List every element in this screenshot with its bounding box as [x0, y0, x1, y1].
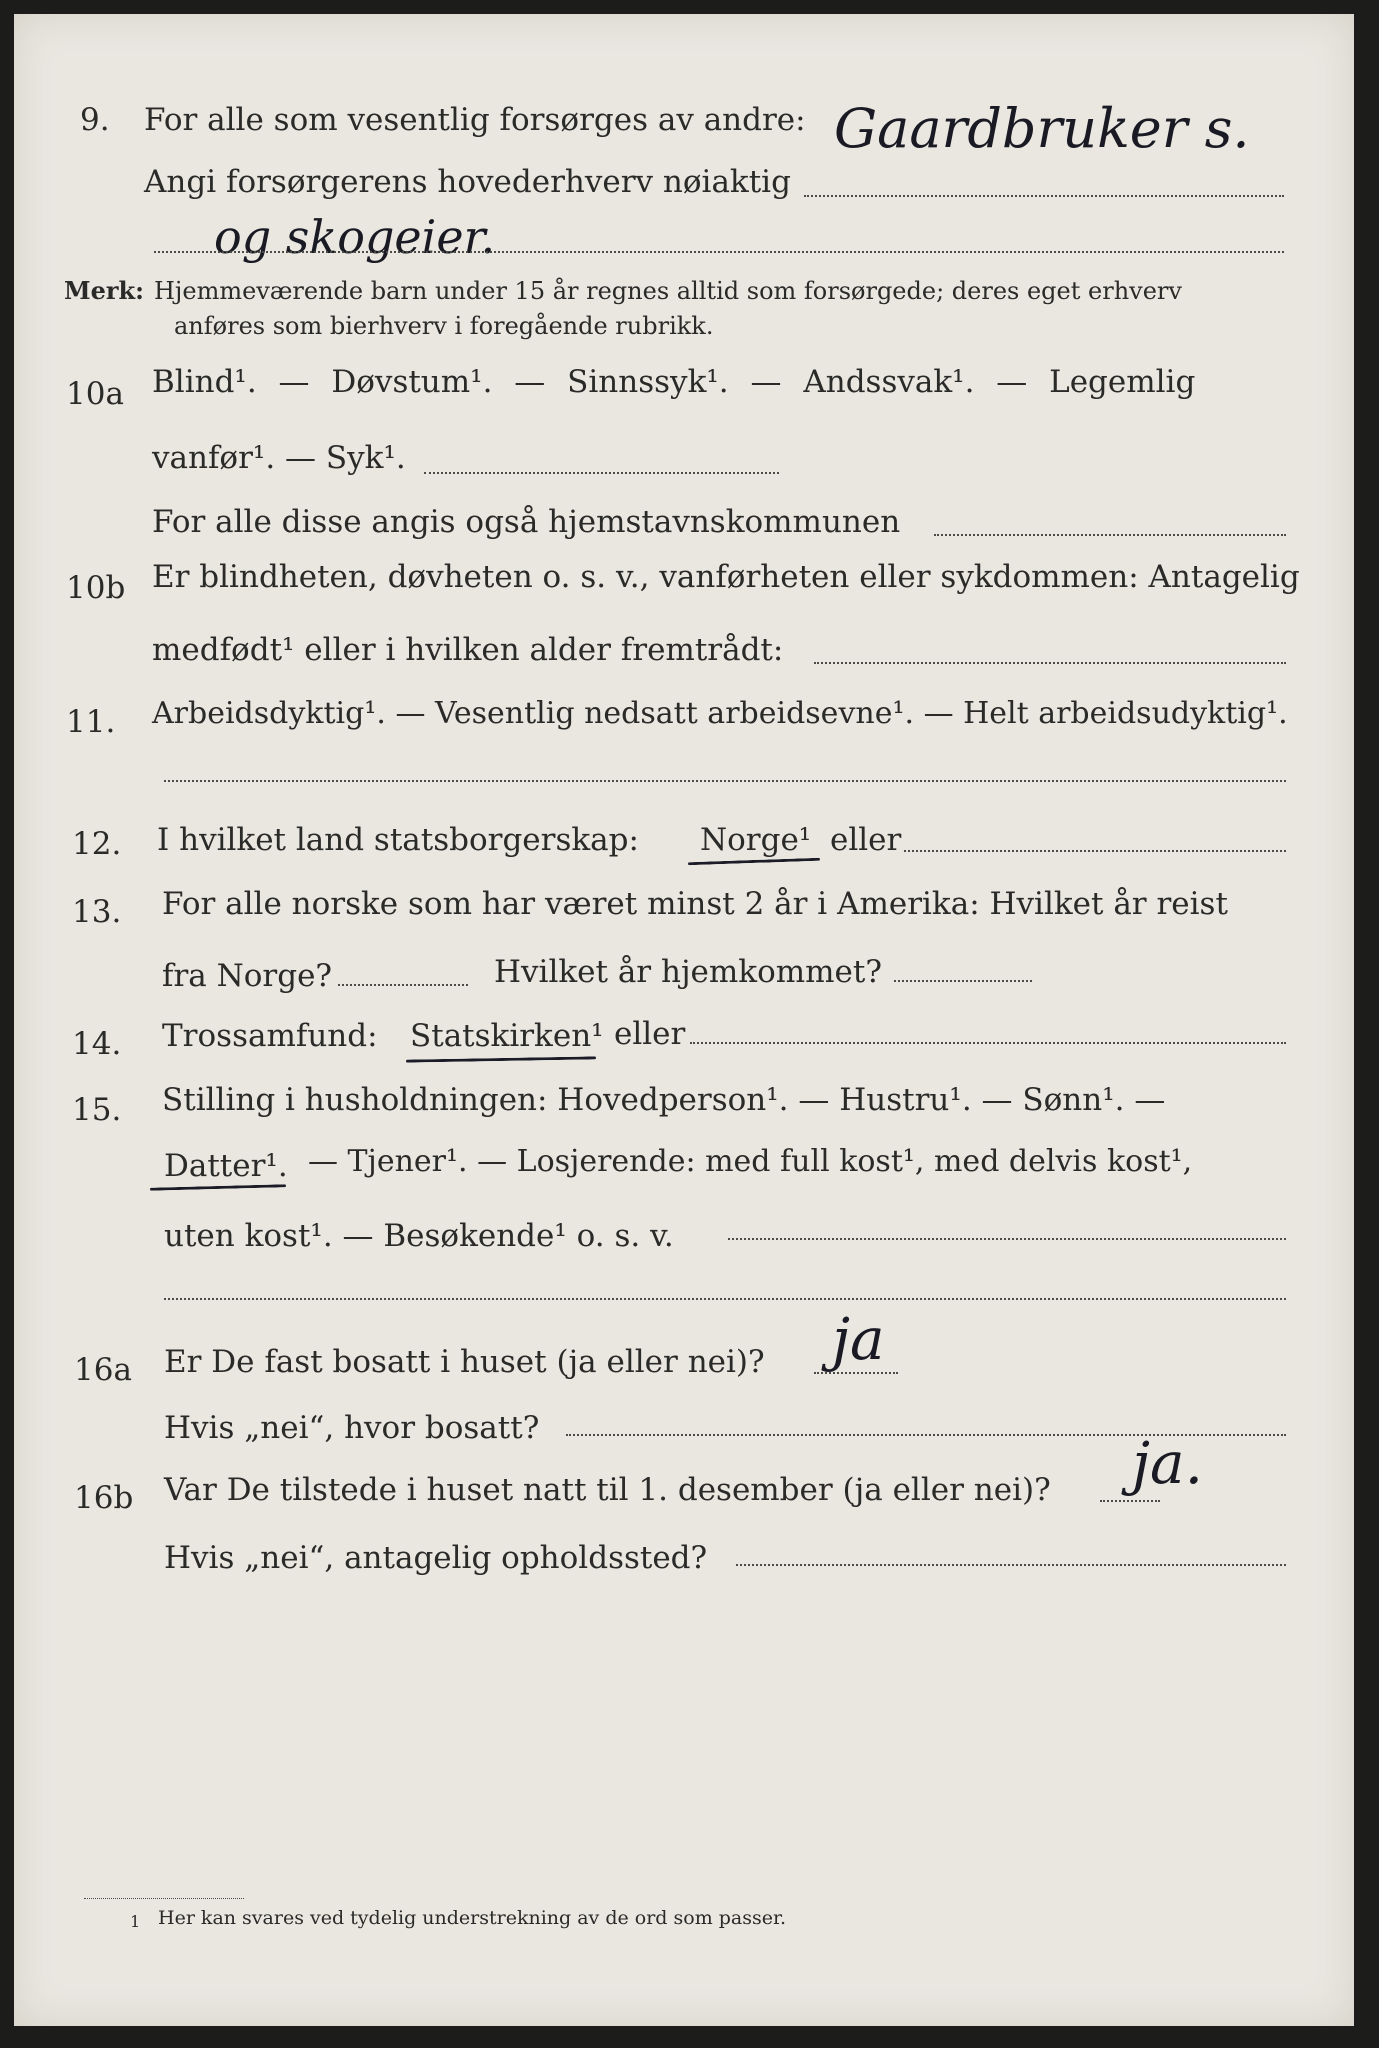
merk-line1: Hjemmeværende barn under 15 år regnes alltid som forsørgede; deres eget erhverv: [154, 277, 1182, 305]
q14-answer-line: [690, 1042, 1286, 1044]
q10b-number: 10b: [66, 570, 126, 606]
q13-hjemkommet-answer-line: [894, 980, 1032, 982]
q15-line1: Stilling i husholdningen: Hovedperson¹. — Hustru¹. — Sønn¹. —: [162, 1082, 1166, 1118]
q9-handwritten-answer-2: og skogeier.: [214, 210, 496, 264]
q11-answer-line: [164, 780, 1286, 782]
q10a-line2: vanfør¹. — Syk¹.: [152, 440, 406, 476]
footnote-mark: 1: [130, 1912, 141, 1931]
q10b-answer-line: [814, 662, 1286, 664]
q10a-line1: Blind¹. — Døvstum¹. — Sinnssyk¹. — Andssvak¹. — Legemlig: [152, 364, 1196, 400]
q15-datter-underline: [150, 1184, 286, 1191]
q14-prefix: Trossamfund:: [162, 1018, 378, 1054]
q16b-line2: Hvis „nei“, antagelig opholdssted?: [164, 1540, 708, 1576]
q16a-line2: Hvis „nei“, hvor bosatt?: [164, 1410, 540, 1446]
q9-line2: Angi forsørgerens hovederhverv nøiaktig: [144, 164, 791, 200]
q9-line1: For alle som vesentlig forsørges av andre:: [144, 102, 806, 138]
q16a-handwritten-answer: ja: [832, 1305, 885, 1373]
q16b-opholdssted-answer-line: [736, 1564, 1286, 1566]
q15-number: 15.: [72, 1092, 122, 1128]
q15-line3: uten kost¹. — Besøkende¹ o. s. v.: [164, 1218, 674, 1254]
q9-handwritten-answer-1: Gaardbruker s.: [834, 97, 1250, 160]
q14-number: 14.: [72, 1026, 122, 1062]
q16b-handwritten-answer: ja.: [1132, 1429, 1203, 1497]
q16a-number: 16a: [74, 1352, 132, 1388]
q10a-hjemstavn-answer-line: [934, 534, 1286, 536]
q9-number: 9.: [80, 102, 110, 138]
q10b-line1: Er blindheten, døvheten o. s. v., vanførheten eller sykdommen: Antagelig: [152, 559, 1300, 595]
footnote-separator: [84, 1898, 244, 1899]
q16b-line1: Var De tilstede i huset natt til 1. desember (ja eller nei)?: [164, 1472, 1051, 1508]
q13-reist-answer-line: [338, 984, 468, 986]
q10a-syk-answer-line: [424, 472, 779, 474]
q15-answer-line-1: [728, 1238, 1286, 1240]
q13-number: 13.: [72, 894, 122, 930]
q13-line1: For alle norske som har været minst 2 år i Amerika: Hvilket år reist: [162, 886, 1228, 922]
q9-answer-line-1: [804, 195, 1284, 197]
q9-answer-line-2: [154, 251, 1284, 253]
q10a-line3: For alle disse angis også hjemstavnskommunen: [152, 504, 901, 540]
q12-prefix: I hvilket land statsborgerskap:: [157, 822, 639, 858]
footnote-text: Her kan svares ved tydelig understrekning av de ord som passer.: [158, 1907, 787, 1929]
q16b-number: 16b: [74, 1480, 134, 1516]
q16b-answer-line: [1100, 1500, 1160, 1502]
q14-suffix: eller: [614, 1016, 686, 1052]
merk-line2: anføres som bierhverv i foregående rubrikk.: [174, 312, 714, 340]
q10b-line2: medfødt¹ eller i hvilken alder fremtrådt:: [152, 632, 784, 668]
merk-label: Merk:: [64, 276, 144, 305]
q15-answer-line-2: [164, 1298, 1286, 1300]
q11-number: 11.: [66, 704, 116, 740]
q14-statskirken: Statskirken¹: [410, 1018, 604, 1054]
q11-line1: Arbeidsdyktig¹. — Vesentlig nedsatt arbeidsevne¹. — Helt arbeidsudyktig¹.: [152, 696, 1288, 731]
q10a-number: 10a: [66, 376, 124, 412]
q15-datter: Datter¹.: [164, 1148, 288, 1184]
q12-number: 12.: [72, 826, 122, 862]
q13-line2a: fra Norge?: [162, 958, 333, 994]
q12-suffix: eller: [830, 822, 902, 858]
q12-norge: Norge¹: [700, 822, 812, 858]
q14-statskirken-underline: [406, 1056, 596, 1062]
census-form-page: [14, 14, 1354, 2026]
q15-line2: — Tjener¹. — Losjerende: med full kost¹, med delvis kost¹,: [308, 1144, 1193, 1179]
q16a-line1: Er De fast bosatt i huset (ja eller nei)?: [164, 1344, 765, 1380]
q12-norge-underline: [688, 858, 820, 866]
q13-line2b: Hvilket år hjemkommet?: [494, 954, 882, 990]
q12-answer-line: [904, 850, 1286, 852]
